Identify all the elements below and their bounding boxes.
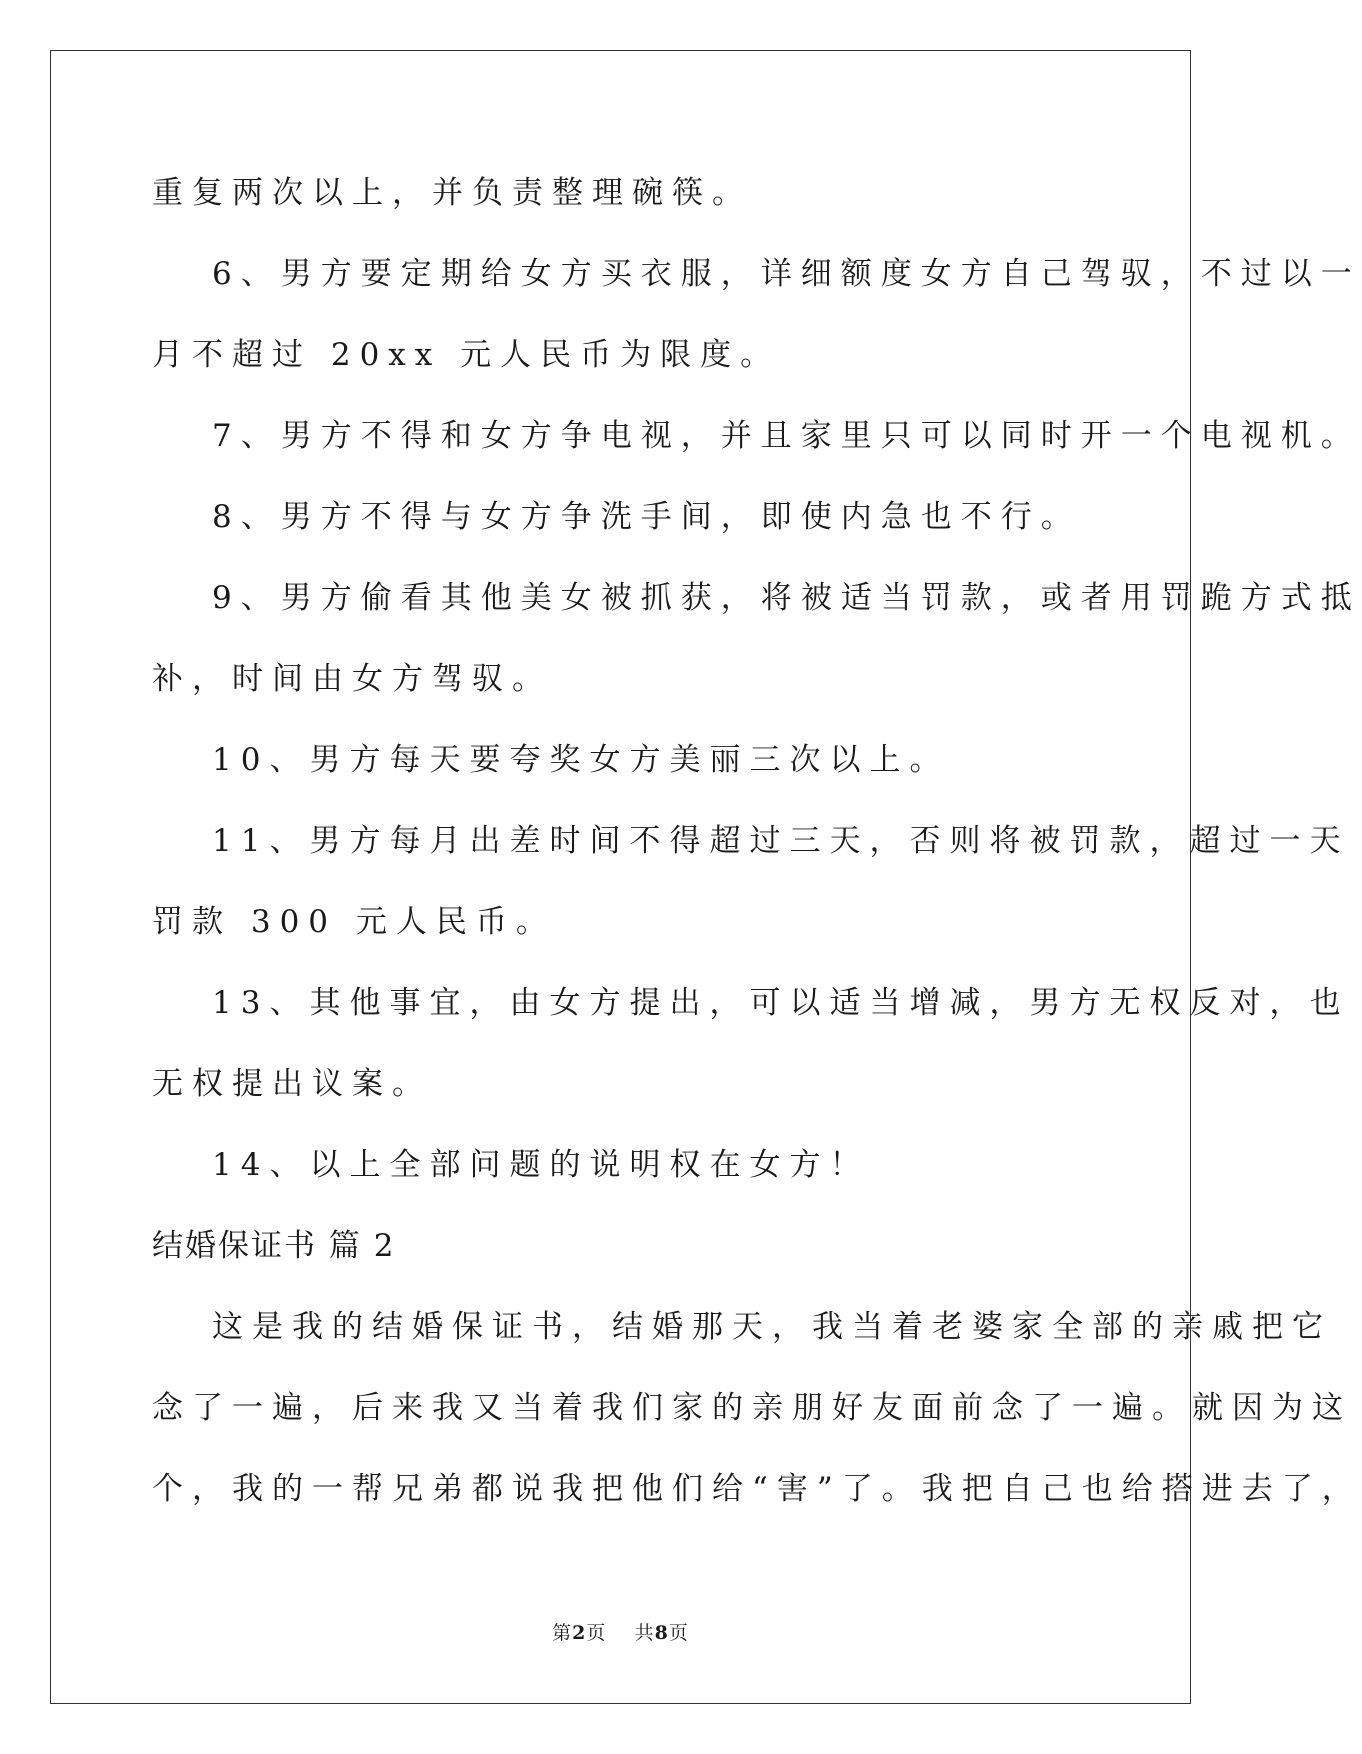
page-label-suffix: 页 bbox=[586, 1622, 607, 1644]
current-page-number: 2 bbox=[572, 1622, 587, 1644]
text-line: 个，我的一帮兄弟都说我把他们给“害”了。我把自己也给搭进去了， bbox=[152, 1471, 1362, 1507]
text-line: 8、男方不得与女方争洗手间，即使内急也不行。 bbox=[212, 499, 1081, 535]
page-border bbox=[50, 50, 1191, 1704]
section-heading: 结婚保证书 篇 2 bbox=[152, 1228, 396, 1264]
text-line: 9、男方偷看其他美女被抓获，将被适当罚款，或者用罚跪方式抵 bbox=[212, 580, 1361, 616]
text-line: 13、其他事宜，由女方提出，可以适当增减，男方无权反对，也 bbox=[212, 985, 1350, 1021]
text-line: 6、男方要定期给女方买衣服，详细额度女方自己驾驭，不过以一 bbox=[212, 256, 1361, 292]
text-line: 14、以上全部问题的说明权在女方！ bbox=[212, 1147, 870, 1183]
text-line: 这是我的结婚保证书，结婚那天，我当着老婆家全部的亲戚把它 bbox=[212, 1309, 1332, 1345]
text-line: 重复两次以上，并负责整理碗筷。 bbox=[152, 175, 752, 211]
text-line: 月不超过 20xx 元人民币为限度。 bbox=[152, 337, 781, 373]
text-line: 无权提出议案。 bbox=[152, 1066, 432, 1102]
total-page-number: 8 bbox=[654, 1622, 669, 1644]
text-line: 7、男方不得和女方争电视，并且家里只可以同时开一个电视机。 bbox=[212, 418, 1361, 454]
text-line: 罚款 300 元人民币。 bbox=[152, 904, 556, 940]
text-line: 补，时间由女方驾驭。 bbox=[152, 661, 552, 697]
page-label-prefix: 第 bbox=[552, 1622, 573, 1644]
total-label-suffix: 页 bbox=[668, 1622, 689, 1644]
total-label-prefix: 共 bbox=[634, 1622, 655, 1644]
text-line: 11、男方每月出差时间不得超过三天，否则将被罚款，超过一天 bbox=[212, 823, 1350, 859]
text-line: 念了一遍，后来我又当着我们家的亲朋好友面前念了一遍。就因为这 bbox=[152, 1390, 1352, 1426]
page-footer bbox=[0, 1621, 1241, 1645]
text-line: 10、男方每天要夸奖女方美丽三次以上。 bbox=[212, 742, 950, 778]
